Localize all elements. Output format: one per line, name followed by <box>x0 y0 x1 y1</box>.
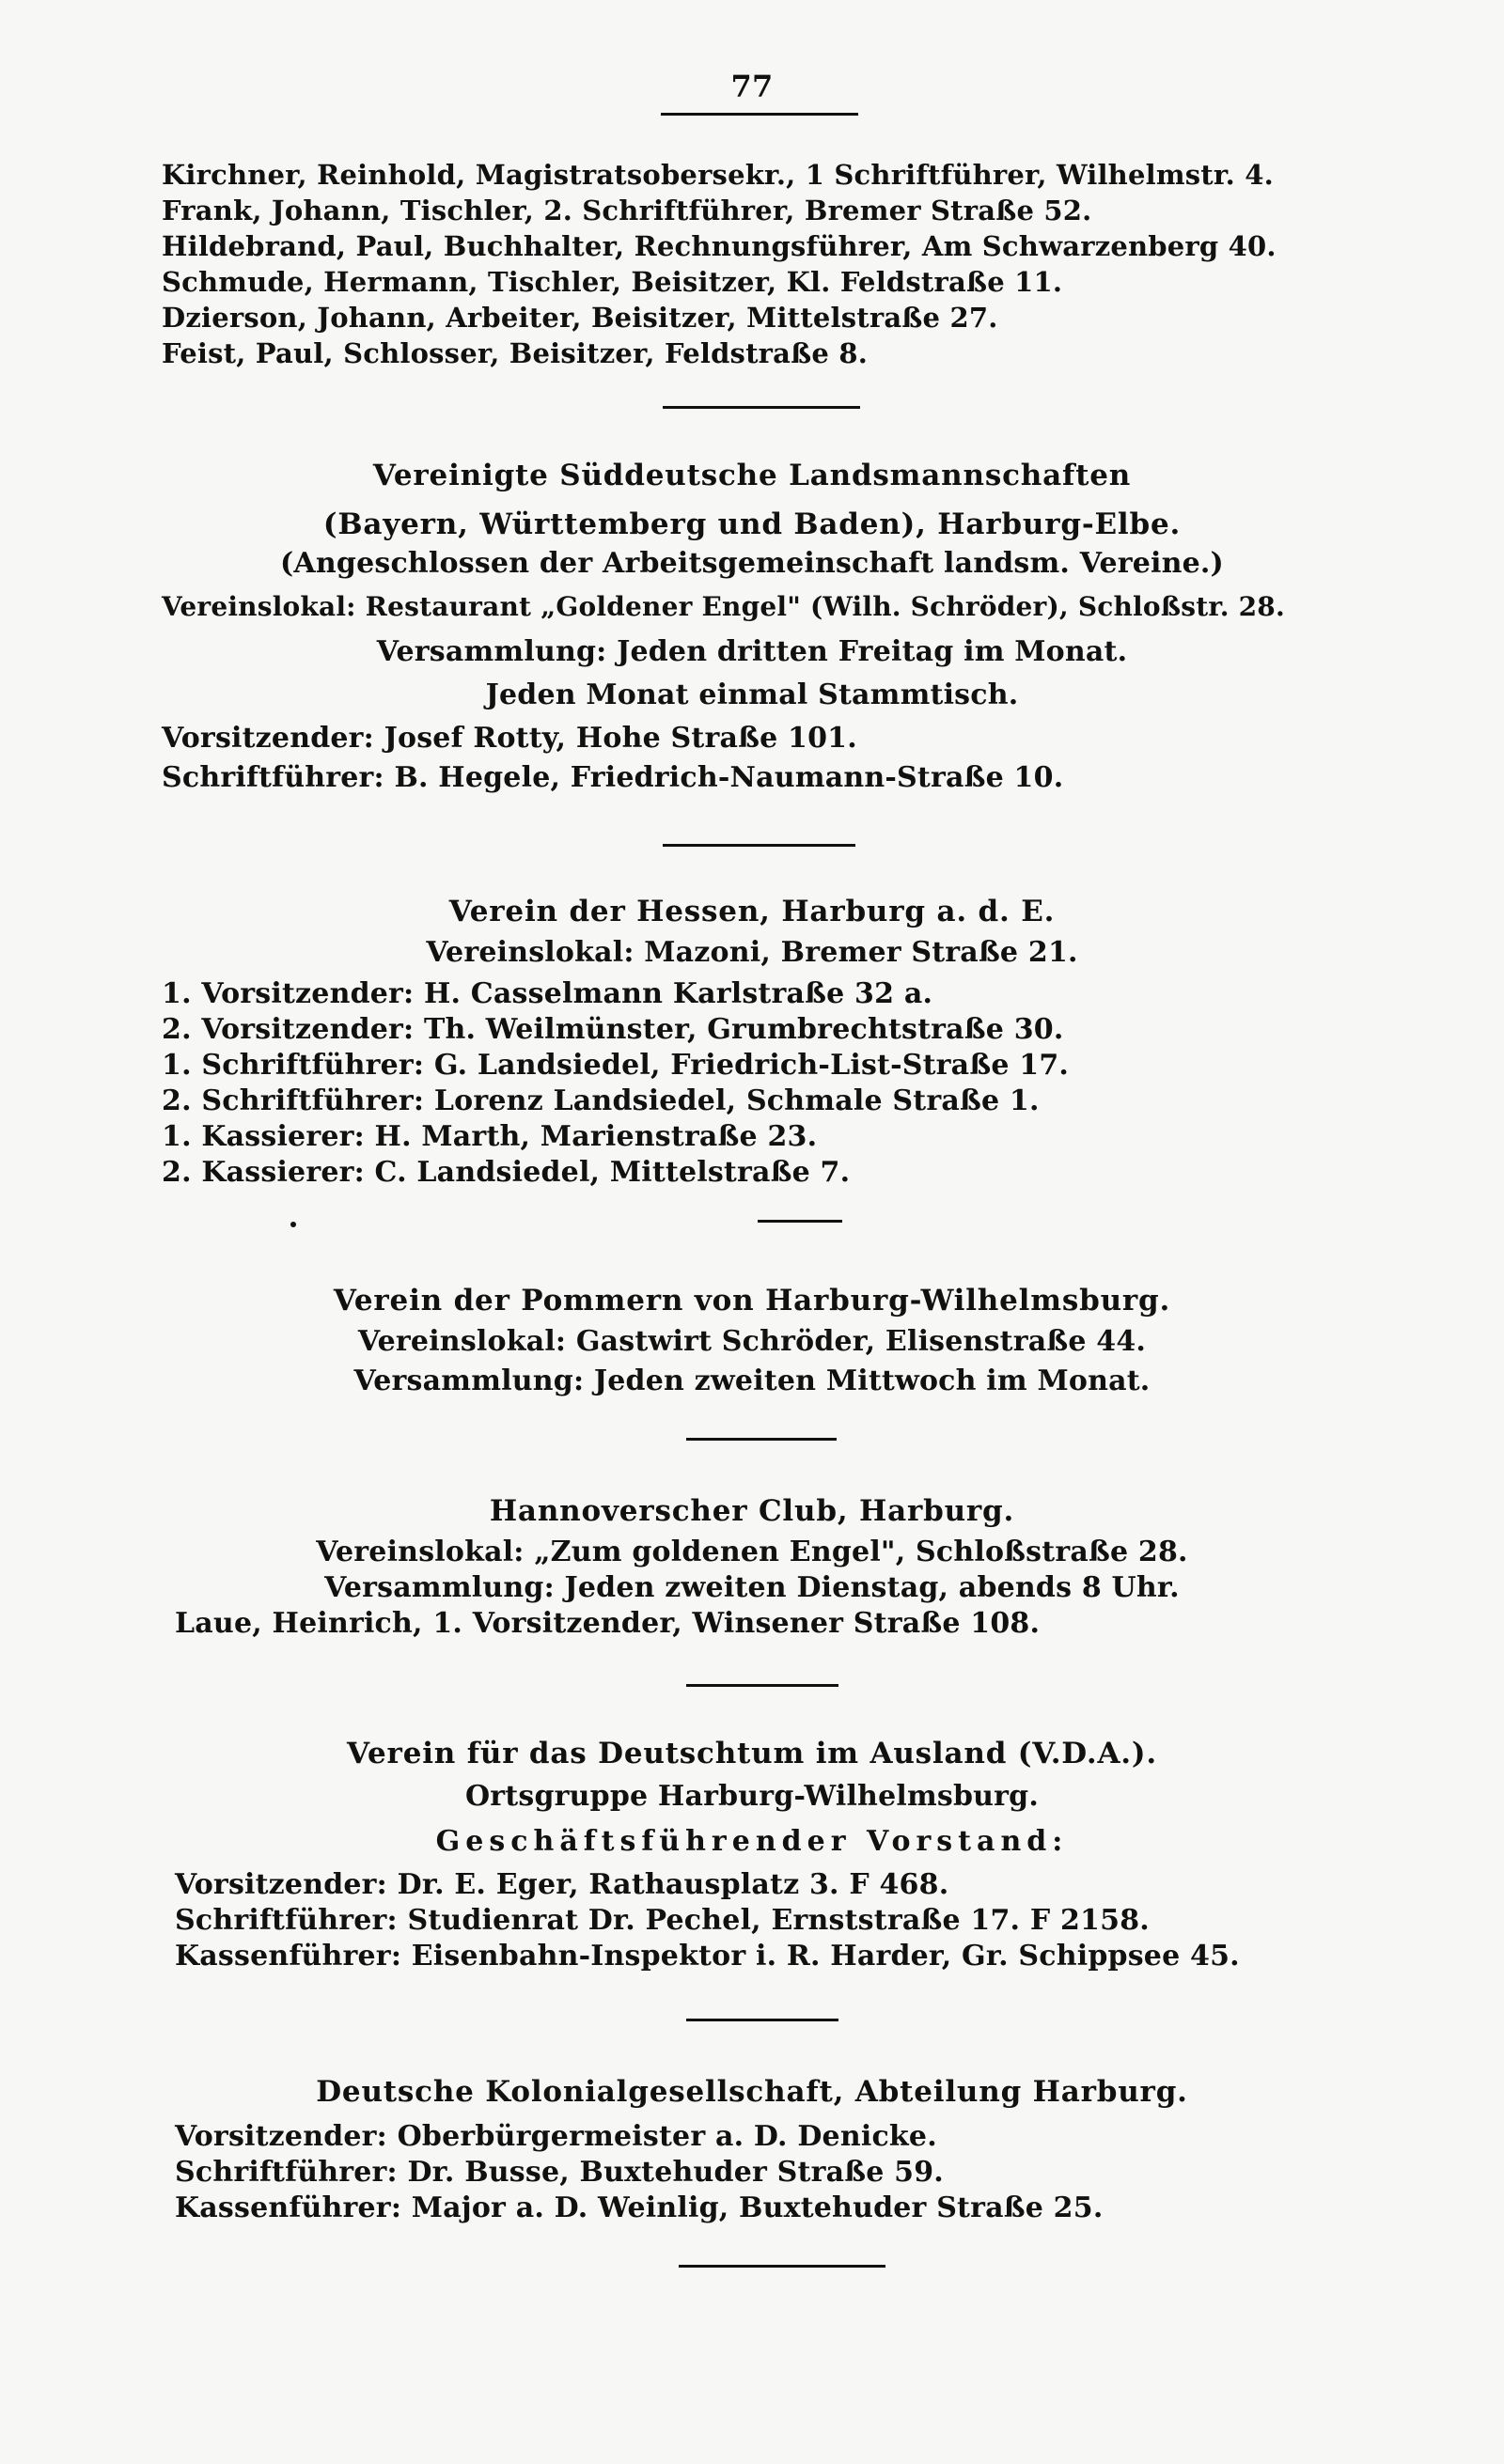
member-line: Schmude, Hermann, Tischler, Beisitzer, Kl. Feldstraße 11. <box>162 266 1063 298</box>
section-title-vda: Verein für das Deutschtum im Ausland (V.D.A.). <box>347 1737 1157 1770</box>
kassenfuehrer-line: Kassenführer: Major a. D. Weinlig, Buxtehuder Straße 25. <box>175 2191 1104 2224</box>
vorsitzender-line: Laue, Heinrich, 1. Vorsitzender, Winsener Straße 108. <box>175 1607 1041 1640</box>
officer-line: 1. Schriftführer: G. Landsiedel, Friedrich-List-Straße 17. <box>162 1049 1070 1082</box>
divider <box>663 406 860 409</box>
section-subtitle: (Angeschlossen der Arbeitsgemeinschaft landsm. Vereine.) <box>280 547 1224 580</box>
divider <box>686 1438 837 1441</box>
vereinslokal-line: Vereinslokal: Mazoni, Bremer Straße 21. <box>426 936 1078 969</box>
vereinslokal-line: Vereinslokal: Restaurant „Goldener Engel" (Wilh. Schröder), Schloßstr. 28. <box>162 591 1285 622</box>
officer-line: 2. Kassierer: C. Landsiedel, Mittelstraße 7. <box>162 1156 851 1189</box>
vorsitzender-line: Vorsitzender: Dr. E. Eger, Rathausplatz 3. F 468. <box>175 1868 949 1901</box>
vorsitzender-line: Vorsitzender: Josef Rotty, Hohe Straße 101. <box>162 722 857 755</box>
stammtisch-line: Jeden Monat einmal Stammtisch. <box>485 678 1019 711</box>
member-line: Frank, Johann, Tischler, 2. Schriftführer, Bremer Straße 52. <box>162 195 1092 226</box>
ortsgruppe-line: Ortsgruppe Harburg-Wilhelmsburg. <box>464 1780 1040 1813</box>
section-title-pommern: Verein der Pommern von Harburg-Wilhelmsburg. <box>333 1284 1171 1318</box>
divider <box>661 113 858 116</box>
officer-line: 2. Schriftführer: Lorenz Landsiedel, Schmale Straße 1. <box>162 1084 1040 1117</box>
schriftfuehrer-line: Schriftführer: Studienrat Dr. Pechel, Ernststraße 17. F 2158. <box>175 1904 1150 1937</box>
member-line: Kirchner, Reinhold, Magistratsobersekr., 1 Schriftführer, Wilhelmstr. 4. <box>162 159 1274 191</box>
schriftfuehrer-line: Schriftführer: B. Hegele, Friedrich-Naumann-Straße 10. <box>162 761 1064 794</box>
section-title-sueddeutsche-sub: (Bayern, Württemberg und Baden), Harburg-Elbe. <box>322 507 1182 541</box>
schriftfuehrer-line: Schriftführer: Dr. Busse, Buxtehuder Straße 59. <box>175 2156 944 2189</box>
section-title-hannover: Hannoverscher Club, Harburg. <box>489 1494 1015 1528</box>
divider <box>686 2019 838 2021</box>
stray-dot <box>290 1222 296 1227</box>
vereinslokal-line: Vereinslokal: Gastwirt Schröder, Elisenstraße 44. <box>357 1325 1147 1358</box>
versammlung-line: Versammlung: Jeden zweiten Mittwoch im Monat. <box>353 1365 1151 1397</box>
divider <box>758 1220 842 1223</box>
section-title-kolonial: Deutsche Kolonialgesellschaft, Abteilung Harburg. <box>316 2075 1188 2109</box>
versammlung-line: Versammlung: Jeden zweiten Dienstag, abends 8 Uhr. <box>324 1571 1180 1604</box>
page-number: 77 <box>730 69 774 104</box>
kassenfuehrer-line: Kassenführer: Eisenbahn-Inspektor i. R. Harder, Gr. Schippsee 45. <box>175 1940 1240 1973</box>
divider <box>686 1684 838 1687</box>
member-line: Dzierson, Johann, Arbeiter, Beisitzer, Mittelstraße 27. <box>162 302 998 334</box>
divider <box>663 844 855 847</box>
vereinslokal-line: Vereinslokal: „Zum goldenen Engel", Schloßstraße 28. <box>316 1536 1188 1568</box>
officer-line: 2. Vorsitzender: Th. Weilmünster, Grumbrechtstraße 30. <box>162 1013 1064 1046</box>
officer-line: 1. Vorsitzender: H. Casselmann Karlstraße 32 a. <box>162 977 933 1010</box>
vorsitzender-line: Vorsitzender: Oberbürgermeister a. D. Denicke. <box>175 2120 937 2153</box>
member-line: Hildebrand, Paul, Buchhalter, Rechnungsführer, Am Schwarzenberg 40. <box>162 230 1277 262</box>
divider <box>679 2265 885 2268</box>
versammlung-line: Versammlung: Jeden dritten Freitag im Monat. <box>376 635 1128 668</box>
section-title-sueddeutsche: Vereinigte Süddeutsche Landsmannschaften <box>372 459 1132 492</box>
officer-line: 1. Kassierer: H. Marth, Marienstraße 23. <box>162 1120 818 1153</box>
member-line: Feist, Paul, Schlosser, Beisitzer, Feldstraße 8. <box>162 337 868 369</box>
vorstand-heading: Geschäftsführender Vorstand: <box>435 1825 1069 1858</box>
section-title-hessen: Verein der Hessen, Harburg a. d. E. <box>448 895 1056 928</box>
